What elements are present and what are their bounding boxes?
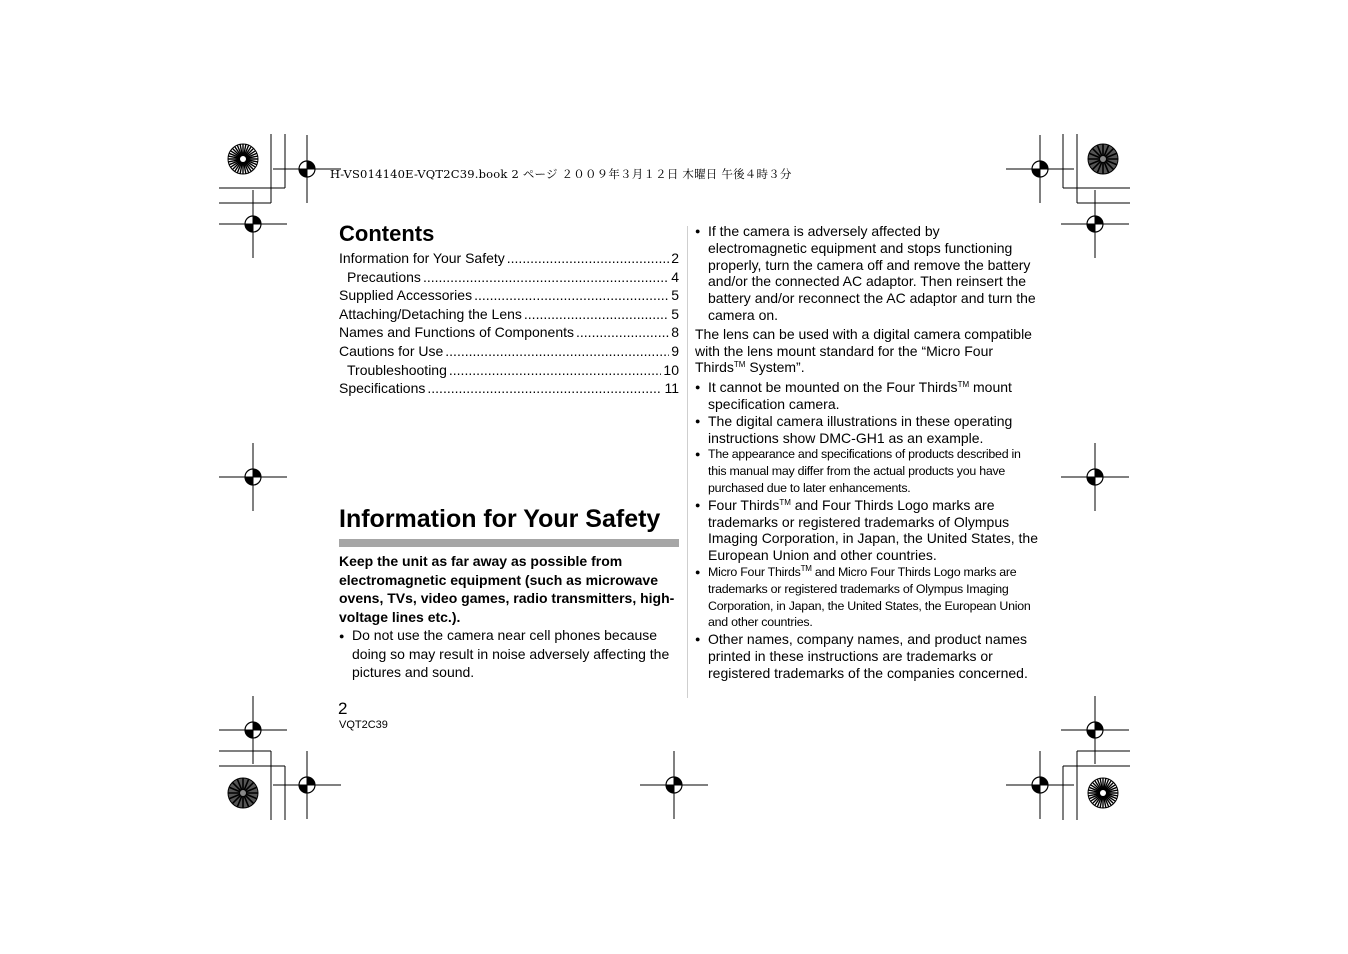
toc-entry-label: Precautions <box>347 268 421 285</box>
print-header: H-VS014140E-VQT2C39.book 2 ページ ２００９年３月１２日 木曜日 午後４時３分 <box>330 167 792 181</box>
toc-leader <box>507 249 669 268</box>
bullet-item: ● It cannot be mounted on the Four Thirds™ mount specification camera. <box>695 379 1040 413</box>
document-code: VQT2C39 <box>339 719 388 731</box>
bullet-item: ● Other names, company names, and product names printed in these instructions are trademarks or registered trademarks of the companies concerned. <box>695 631 1040 681</box>
toc-leader <box>445 342 669 361</box>
toc-entry-page: 5 <box>671 305 679 322</box>
bullet-item: ● The appearance and specifications of products described in this manual may differ from the actual products you have purchased due to later enhancements. <box>695 446 1040 496</box>
bullet-item: ● Four Thirds™ and Four Thirds Logo marks are trademarks or registered trademarks of Olympus Imaging Corporation, in Japan, the United States, the European Union and other countries. <box>695 497 1040 564</box>
toc-entry-page: 4 <box>671 268 679 285</box>
toc-entry-label: Supplied Accessories <box>339 287 473 304</box>
toc-entry[interactable] <box>339 361 679 380</box>
section-title: Information for Your Safety <box>339 505 661 533</box>
right-column <box>695 223 1040 684</box>
contents-title: Contents <box>339 221 435 246</box>
toc-entry[interactable] <box>339 268 679 287</box>
toc-entry-page: 2 <box>671 250 679 266</box>
bullet-item: ● Do not use the camera near cell phones because doing so may result in noise adversely affecting the pictures and sound. <box>339 626 681 682</box>
toc-entry-page: 5 <box>671 287 679 304</box>
toc-entry[interactable] <box>339 286 679 305</box>
toc-leader <box>474 286 669 305</box>
toc-entry[interactable] <box>339 305 679 324</box>
toc-entry-label: Cautions for Use <box>339 342 444 359</box>
toc-leader <box>524 305 669 324</box>
toc-entry-label: Troubleshooting <box>347 361 447 378</box>
toc-leader <box>423 268 669 287</box>
safety-warning: Keep the unit as far away as possible from electromagnetic equipment (such as microwave ovens, TVs, video games, radio transmitters, high-voltage lines etc.). <box>339 553 675 625</box>
bullet-item: ● Micro Four Thirds™ and Micro Four Thirds Logo marks are trademarks or registered trademarks of Olympus Imaging Corporation, in Japan, the United States, the European Union and other countries. <box>695 564 1040 631</box>
bullet-item: ● The digital camera illustrations in these operating instructions show DMC-GH1 as an example. <box>695 413 1040 447</box>
column-divider <box>687 226 688 698</box>
page-number: 2 <box>338 699 348 718</box>
bullet-item: ● If the camera is adversely affected by electromagnetic equipment and stops functioning properly, turn the camera off and remove the battery and/or the connected AC adaptor. Then reinsert the battery and/or reconnect the AC adaptor and turn the camera on. <box>695 223 1040 324</box>
safety-bullets <box>339 626 681 682</box>
contents-list <box>339 249 679 398</box>
toc-entry[interactable] <box>339 379 679 398</box>
toc-entry-label: Names and Functions of Components <box>339 324 575 341</box>
toc-leader <box>576 323 669 342</box>
toc-leader <box>449 361 662 380</box>
toc-entry-label: Specifications <box>339 380 426 397</box>
section-rule <box>339 539 679 547</box>
toc-entry-page: 8 <box>671 324 679 341</box>
toc-entry-page: 11 <box>664 380 679 397</box>
toc-entry-label: Attaching/Detaching the Lens <box>339 305 522 322</box>
toc-entry[interactable] <box>339 249 679 268</box>
toc-entry-page: 9 <box>671 342 679 359</box>
toc-entry-label: Information for Your Safety <box>339 250 505 266</box>
compatibility-paragraph: The lens can be used with a digital camera compatible with the lens mount standard for the “Micro Four Thirds™ System”. <box>695 325 1032 376</box>
toc-entry[interactable] <box>339 323 679 342</box>
toc-leader <box>427 379 662 398</box>
toc-entry-page: 10 <box>663 361 679 378</box>
toc-entry[interactable] <box>339 342 679 361</box>
